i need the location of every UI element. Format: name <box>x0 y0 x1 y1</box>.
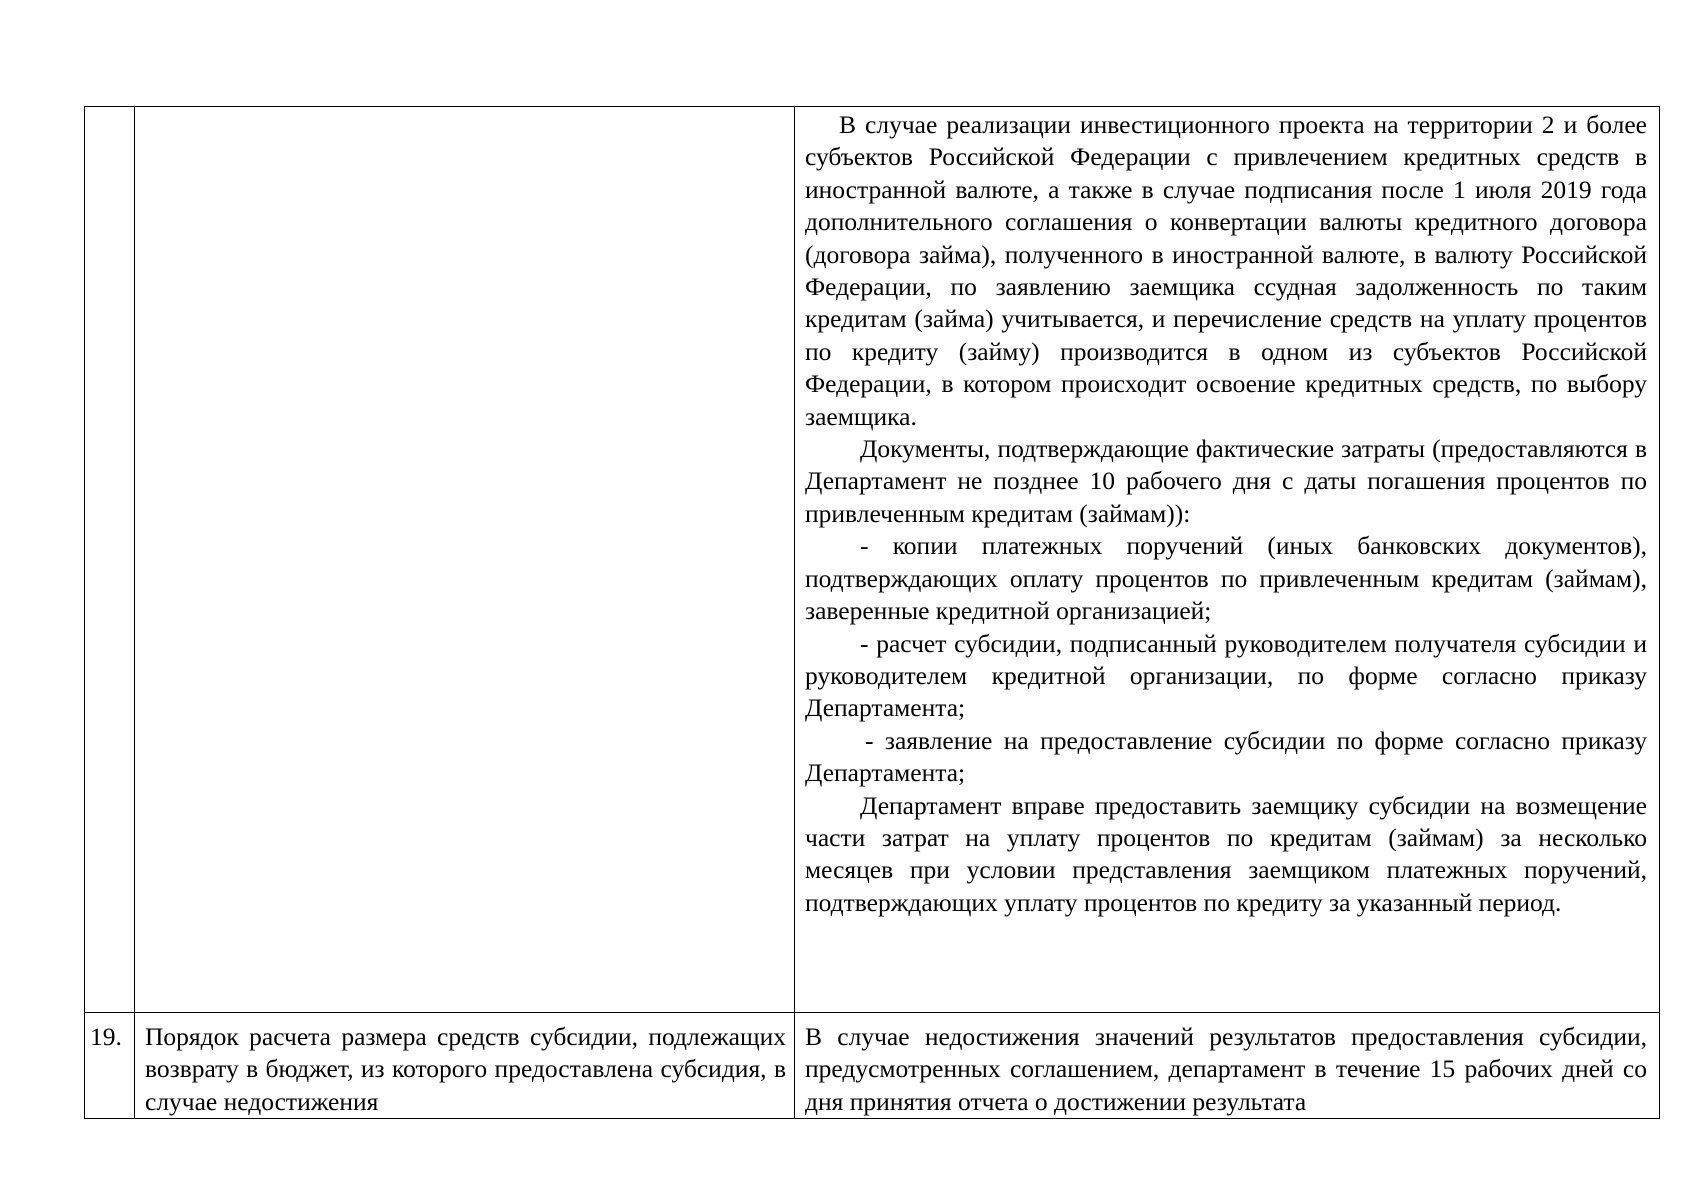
table-row-19 <box>85 1013 1660 1119</box>
row-name-cell <box>135 1013 795 1119</box>
document-table <box>84 106 1660 1119</box>
paragraph-subsidy-calculation: - расчет субсидии, подписанный руководителем получателя субсидии и руководителем кредитной организации, по форме согласно приказу Департамента; <box>805 628 1647 723</box>
row-description-text: В случае недостижения значений результатов предоставления субсидии, предусмотренных соглашением, департамент в течение 15 рабочих дней со дня принятия отчета о достижении результата <box>805 1022 1647 1116</box>
paragraph-application: - заявление на предоставление субсидии по форме согласно приказу Департамента; <box>805 725 1647 788</box>
row-description-cell <box>795 1013 1660 1119</box>
row-name-text: Порядок расчета размера средств субсидии, подлежащих возврату в бюджет, из которого предоставлена субсидия, в случае недостижения <box>145 1022 786 1116</box>
paragraph-documents: Документы, подтверждающие фактические затраты (предоставляются в Департамент не позднее 10 рабочего дня с даты погашения процентов по привлеченным кредитам (займам)): <box>805 434 1647 528</box>
paragraph-investment-project: В случае реализации инвестиционного проекта на территории 2 и более субъектов Российской Федерации с привлечением кредитных средств в иностранной валюте, а также в случае подписания после 1 июля 2019 года дополнительного соглашения о конвертации валюты кредитного договора (договора займа), полученного в иностранной валюте, в валюту Российской Федерации, по заявлению заемщика ссудная задолженность по таким кредитам (займа) учитывается, и перечисление средств на уплату процентов по кредиту (займу) производится в одном из субъектов Российской Федерации, в котором происходит освоение кредитных средств, по выбору заемщика. <box>805 110 1647 431</box>
paragraph-department-right: Департамент вправе предоставить заемщику субсидии на возмещение части затрат на уплату процентов по кредитам (займам) за несколько месяцев при условии представления заемщиком платежных поручений, подтверждающих уплату процентов по кредиту за указанный период. <box>805 790 1647 917</box>
row-description-cell <box>795 107 1660 1013</box>
row-number: 19. <box>90 1022 122 1051</box>
table-row-continued <box>85 107 1660 1013</box>
row-name-cell <box>135 107 795 1013</box>
row-number-cell <box>85 1013 135 1119</box>
paragraph-payment-orders: - копии платежных поручений (иных банковских документов), подтверждающих оплату процентов по привлеченным кредитам (займам), заверенные кредитной организацией; <box>805 531 1647 626</box>
row-number-cell <box>85 107 135 1013</box>
